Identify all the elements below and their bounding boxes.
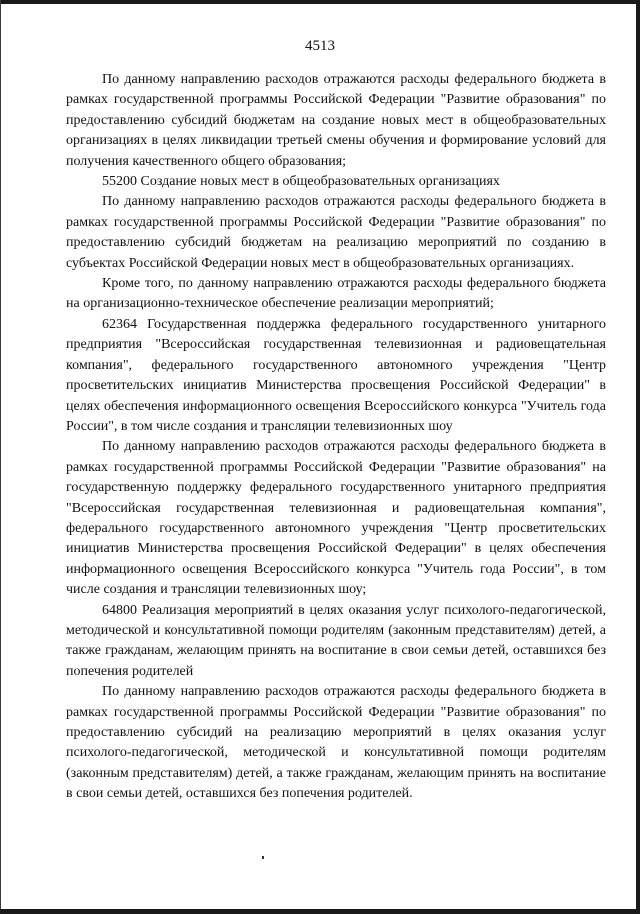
- paragraph: По данному направлению расходов отражаются расходы федерального бюджета в рамках государственной программы Российской Федерации "Развитие образования" по предоставлению субсидий бюджетам на создание новых мест в общеобразовательных организациях в целях ликвидации третьей смены обучения и формирование условий для получения качественного общего образования;: [66, 72, 606, 169]
- section-heading-62364: 62364 Государственная поддержка федерального государственного унитарного предприятия "Всероссийская государственная телевизионная и радиовещательная компания", федерального государственного автономного учреждения "Центр просветительских инициатив Министерства просвещения Российской Федерации" в целях обеспечения информационного освещения Всероссийского конкурса "Учитель года России", в том числе создания и трансляции телевизионных шоу: [66, 316, 606, 434]
- page-number: 4513: [305, 38, 335, 54]
- paragraph: По данному направлению расходов отражаются расходы федерального бюджета в рамках государственной программы Российской Федерации "Развитие образования" по предоставлению субсидий бюджетам на реализацию мероприятий по созданию в субъектах Российской Федерации новых мест в общеобразовательных организациях.: [66, 194, 606, 271]
- paragraph: По данному направлению расходов отражаются расходы федерального бюджета в рамках государственной программы Российской Федерации "Развитие образования" по предоставлению субсидий на реализацию мероприятий в целях оказания услуг психолого-педагогической, методической и консультативной помощи родителям (законным представителям) детей, а также гражданам, желающим принять на воспитание в свои семьи детей, оставшихся без попечения родителей.: [66, 684, 606, 802]
- scan-speck: [262, 856, 264, 859]
- document-body: [66, 70, 606, 805]
- paragraph: По данному направлению расходов отражаются расходы федерального бюджета в рамках государственной программы Российской Федерации "Развитие образования" на государственную поддержку федерального государственного унитарного предприятия "Всероссийская государственная телевизионная и радиовещательная компания", федерального государственного автономного учреждения "Центр просветительских инициатив Министерства просвещения Российской Федерации" в целях обеспечения информационного освещения Всероссийского конкурса "Учитель года России", в том числе создания и трансляции телевизионных шоу;: [66, 439, 606, 598]
- scan-border-top: [0, 0, 640, 4]
- scan-border-bottom: [0, 909, 640, 914]
- paragraph: Кроме того, по данному направлению отражаются расходы федерального бюджета на организационно-техническое обеспечение реализации мероприятий;: [66, 276, 606, 312]
- section-heading-64800: 64800 Реализация мероприятий в целях оказания услуг психолого-педагогической, методической и консультативной помощи родителям (законным представителям) детей, а также гражданам, желающим принять на воспитание в свои семьи детей, оставшихся без попечения родителей: [66, 602, 606, 679]
- scan-border-left: [0, 0, 1, 914]
- scan-border-right: [636, 0, 640, 914]
- section-heading-55200: 55200 Создание новых мест в общеобразовательных организациях: [102, 174, 500, 190]
